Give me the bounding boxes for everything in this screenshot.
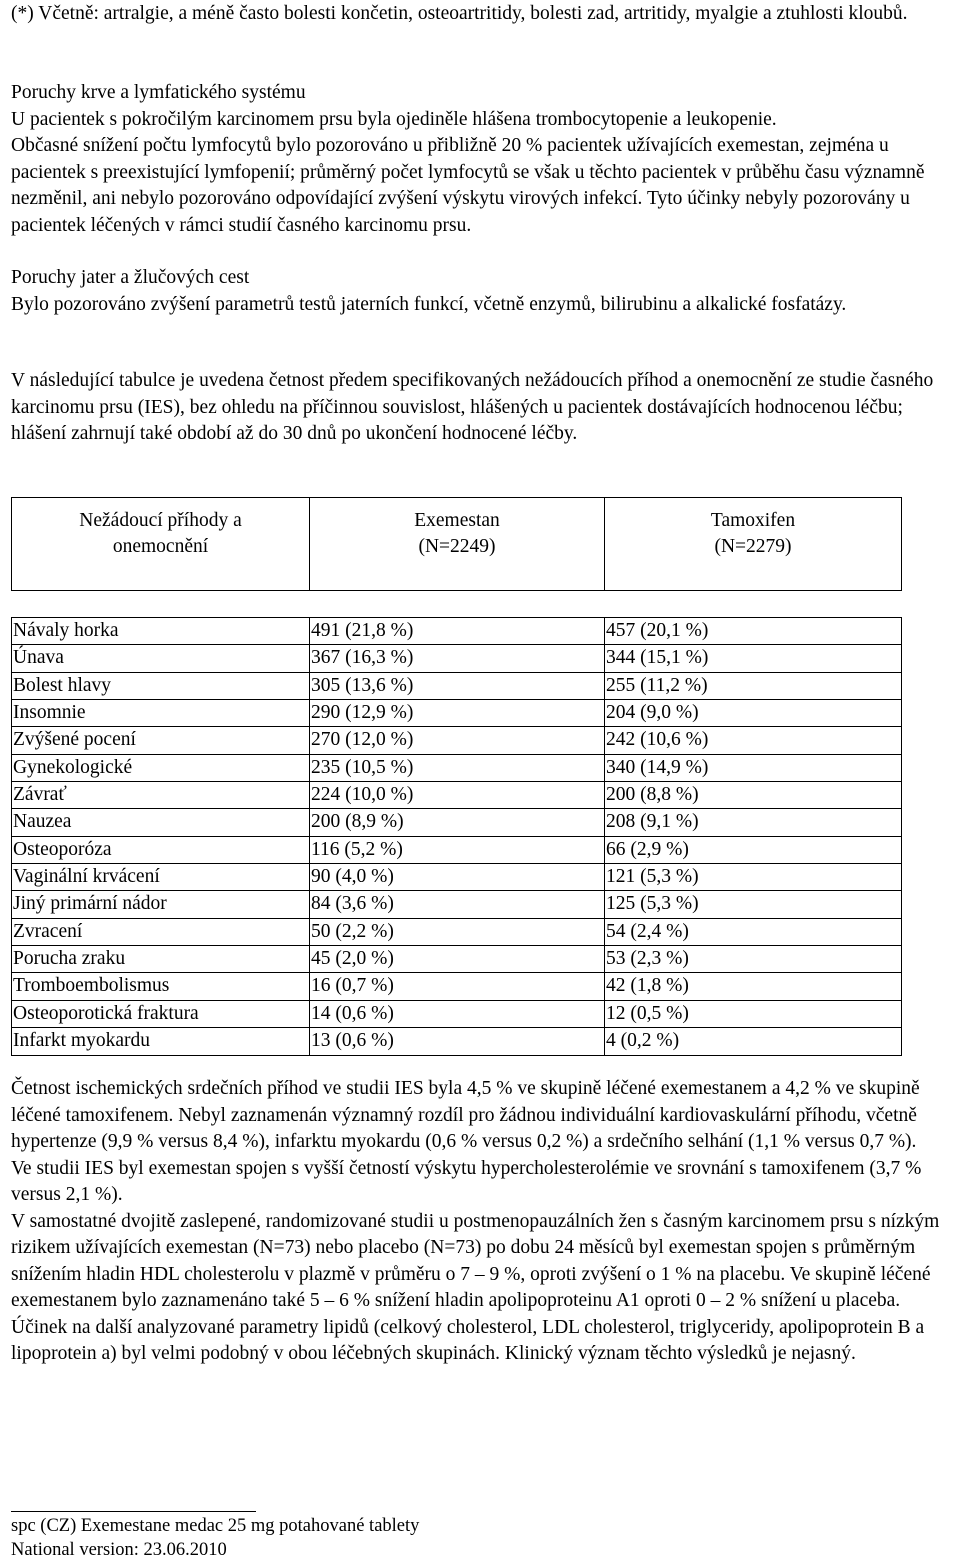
exemestan-cell: 84 (3,6 %) (310, 891, 605, 918)
exemestan-cell: 90 (4,0 %) (310, 864, 605, 891)
table-row (12, 973, 902, 1000)
exemestan-cell: 290 (12,9 %) (310, 700, 605, 727)
table-row (12, 809, 902, 836)
event-cell: Porucha zraku (12, 946, 310, 973)
exemestan-cell: 235 (10,5 %) (310, 754, 605, 781)
footer-version-line: National version: 23.06.2010 (11, 1540, 227, 1560)
exemestan-cell: 367 (16,3 %) (310, 645, 605, 672)
exemestan-cell: 16 (0,7 %) (310, 973, 605, 1000)
exemestan-cell: 45 (2,0 %) (310, 946, 605, 973)
event-cell: Gynekologické (12, 754, 310, 781)
lipid-study-paragraph: V samostatné dvojitě zaslepené, randomizované studii u postmenopauzálních žen s časným karcinomem prsu s nízkým rizikem užívajících exemestan (N=73) nebo placebo (N=73) po dobu 24 měsíců byl exemestan spojen s průměrným snížením hladin HDL cholesterolu v plazmě v průměru o 7 – 9 %, oproti zvýšení o 1 % na placebu. Ve skupině léčené exemestanem bylo zaznamenáno také 5 – 6 % snížení hladin apolipoproteinu A1 oproti 0 – 2 % snížení u placeba. Účinek na další analyzované parametry lipidů (celkový cholesterol, LDL cholesterol, triglyceridy, apolipoprotein B a lipoprotein a) byl velmi podobný v obou léčebných skupinách. Klinický význam těchto výsledků je nejasný. (11, 1210, 940, 1364)
exemestan-cell: 270 (12,0 %) (310, 727, 605, 754)
table-spacer-row (12, 591, 902, 618)
blood-section-heading: Poruchy krve a lymfatického systému (11, 82, 306, 103)
liver-section-text: Bylo pozorováno zvýšení parametrů testů jaterních funkcí, včetně enzymů, bilirubinu a alkalické fosfatázy. (11, 293, 847, 315)
event-cell: Únava (12, 645, 310, 672)
tamoxifen-cell: 340 (14,9 %) (605, 754, 902, 781)
table-row (12, 891, 902, 918)
blood-section (11, 80, 956, 239)
table-row (12, 918, 902, 945)
tamoxifen-cell: 53 (2,3 %) (605, 946, 902, 973)
event-cell: Zvracení (12, 918, 310, 945)
tamoxifen-cell: 208 (9,1 %) (605, 809, 902, 836)
tamoxifen-cell: 42 (1,8 %) (605, 973, 902, 1000)
header-events: Nežádoucí příhody a onemocnění (12, 498, 310, 591)
hypercholesterolemia-paragraph: Ve studii IES byl exemestan spojen s vyšší četností výskytu hypercholesterolémie ve srovnání s tamoxifenem (3,7 % versus 2,1 %). (11, 1157, 922, 1205)
table-row (12, 618, 902, 645)
table-row (12, 864, 902, 891)
footer-product-line: spc (CZ) Exemestane medac 25 mg potahované tablety (11, 1516, 420, 1536)
event-cell: Bolest hlavy (12, 672, 310, 699)
event-cell: Závrať (12, 782, 310, 809)
table-row (12, 946, 902, 973)
header-exemestan: Exemestan (N=2249) (310, 498, 605, 591)
ischemic-events-paragraph: Četnost ischemických srdečních příhod ve studii IES byla 4,5 % ve skupině léčené exemestanem a 4,2 % ve skupině léčené tamoxifenem. Nebyl zaznamenán významný rozdíl pro žádnou individuální kardiovaskulární příhodu, včetně hypertenze (9,9 % versus 8,4 %), infarktu myokardu (0,6 % versus 0,2 %) a srdečního selhání (1,1 % versus 0,7 %). (11, 1078, 920, 1152)
table-row (12, 782, 902, 809)
table-row (12, 836, 902, 863)
tamoxifen-cell: 255 (11,2 %) (605, 672, 902, 699)
liver-section (11, 265, 846, 318)
exemestan-cell: 200 (8,9 %) (310, 809, 605, 836)
tamoxifen-cell: 12 (0,5 %) (605, 1000, 902, 1027)
tamoxifen-cell: 344 (15,1 %) (605, 645, 902, 672)
tamoxifen-cell: 66 (2,9 %) (605, 836, 902, 863)
event-cell: Návaly horka (12, 618, 310, 645)
event-cell: Osteoporóza (12, 836, 310, 863)
tamoxifen-cell: 200 (8,8 %) (605, 782, 902, 809)
event-cell: Vaginální krvácení (12, 864, 310, 891)
event-cell: Zvýšené pocení (12, 727, 310, 754)
exemestan-cell: 13 (0,6 %) (310, 1028, 605, 1055)
tamoxifen-cell: 125 (5,3 %) (605, 891, 902, 918)
event-cell: Insomnie (12, 700, 310, 727)
blood-section-line2: Občasné snížení počtu lymfocytů bylo pozorováno u přibližně 20 % pacientek užívajících exemestan, zejména u pacientek s preexistující lymfopenií; průměrný počet lymfocytů se však u těchto pacientek v průběhu času významně nezměnil, ani nebylo pozorováno odpovídající zvýšení výskytu virových infekcí. Tyto účinky nebyly pozorovány u pacientek léčených v rámci studií časného karcinomu prsu. (11, 135, 925, 236)
event-cell: Jiný primární nádor (12, 891, 310, 918)
event-cell: Nauzea (12, 809, 310, 836)
table-row (12, 672, 902, 699)
footnote-paragraph: (*) Včetně: artralgie, a méně často bolesti končetin, osteoartritidy, bolesti zad, artritidy, myalgie a ztuhlosti kloubů. (11, 3, 908, 24)
table-row (12, 727, 902, 754)
blood-section-line1: U pacientek s pokročilým karcinomem prsu byla ojediněle hlášena trombocytopenie a leukopenie. (11, 108, 777, 130)
tamoxifen-cell: 121 (5,3 %) (605, 864, 902, 891)
table-row (12, 1000, 902, 1027)
event-cell: Infarkt myokardu (12, 1028, 310, 1055)
exemestan-cell: 224 (10,0 %) (310, 782, 605, 809)
table-row (12, 645, 902, 672)
exemestan-cell: 14 (0,6 %) (310, 1000, 605, 1027)
tamoxifen-cell: 54 (2,4 %) (605, 918, 902, 945)
footer-divider (11, 1511, 256, 1512)
page-footer (11, 1514, 419, 1562)
exemestan-cell: 116 (5,2 %) (310, 836, 605, 863)
table-intro-paragraph: V následující tabulce je uvedena četnost předem specifikovaných nežádoucích příhod a onemocnění ze studie časného karcinomu prsu (IES), bez ohledu na příčinnou souvislost, hlášených u pacientek dostávajících hodnocenou léčbu; hlášení zahrnují také období až do 30 dnů po ukončení hodnocené léčby. (11, 370, 934, 444)
tamoxifen-cell: 242 (10,6 %) (605, 727, 902, 754)
event-cell: Osteoporotická fraktura (12, 1000, 310, 1027)
exemestan-cell: 305 (13,6 %) (310, 672, 605, 699)
liver-section-heading: Poruchy jater a žlučových cest (11, 267, 250, 288)
table-header-row (12, 498, 902, 591)
exemestan-cell: 491 (21,8 %) (310, 618, 605, 645)
header-tamoxifen: Tamoxifen (N=2279) (605, 498, 902, 591)
tamoxifen-cell: 4 (0,2 %) (605, 1028, 902, 1055)
tamoxifen-cell: 457 (20,1 %) (605, 618, 902, 645)
after-table-section (11, 1076, 956, 1368)
table-row (12, 754, 902, 781)
exemestan-cell: 50 (2,2 %) (310, 918, 605, 945)
event-cell: Tromboembolismus (12, 973, 310, 1000)
adverse-events-table (11, 497, 902, 1056)
table-row (12, 700, 902, 727)
tamoxifen-cell: 204 (9,0 %) (605, 700, 902, 727)
table-row (12, 1028, 902, 1055)
